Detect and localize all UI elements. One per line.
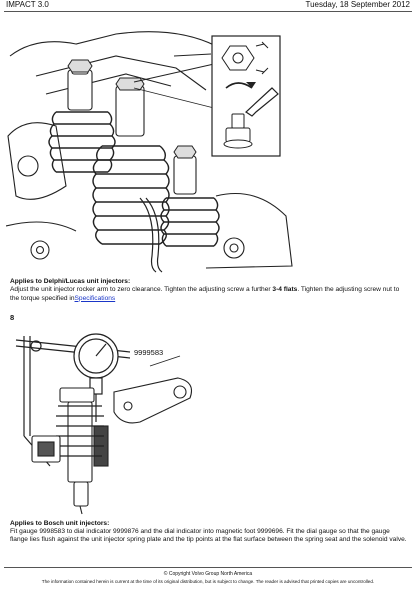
- delphi-body-bold: 3-4 flats: [272, 286, 298, 294]
- specifications-link[interactable]: Specifications: [74, 294, 116, 302]
- gauge-part-number: 9999583: [134, 348, 164, 357]
- delphi-body-middle: . Tighten the adjusting screw nut to the torque specified in: [10, 286, 400, 302]
- app-title: IMPACT 3.0: [6, 0, 49, 9]
- bosch-title: Applies to Bosch unit injectors:: [10, 520, 110, 527]
- delphi-title: Applies to Delphi/Lucas unit injectors:: [10, 278, 131, 285]
- disclaimer-text: The information contained herein is current at the time of its original distribution, but is subject to change. The reader is advised that printed copies are uncontrolled.: [41, 579, 375, 584]
- header-divider: [4, 11, 412, 12]
- bosch-instructions: [10, 520, 408, 545]
- copyright-text: © Copyright Volvo Group North America: [163, 571, 253, 577]
- injector-springs-illustration: [6, 16, 306, 274]
- footer-divider: [4, 567, 412, 568]
- step-number: 8: [10, 313, 15, 322]
- header-date: Tuesday, 18 September 2012: [305, 0, 410, 9]
- delphi-instructions: [10, 278, 408, 303]
- dial-indicator-illustration: [10, 326, 230, 516]
- delphi-body-prefix: Adjust the unit injector rocker arm to zero clearance. Tighten the adjusting screw a further: [10, 286, 273, 294]
- bosch-body: Fit gauge 9998583 to dial indicator 9999876 and the dial indicator into magnetic foot 9999696. Fit the dial gauge so that the gauge flange lies flush against the unit injector spring plate and the tip points at the flat surface between the spring seat and the solenoid valve.: [10, 528, 407, 544]
